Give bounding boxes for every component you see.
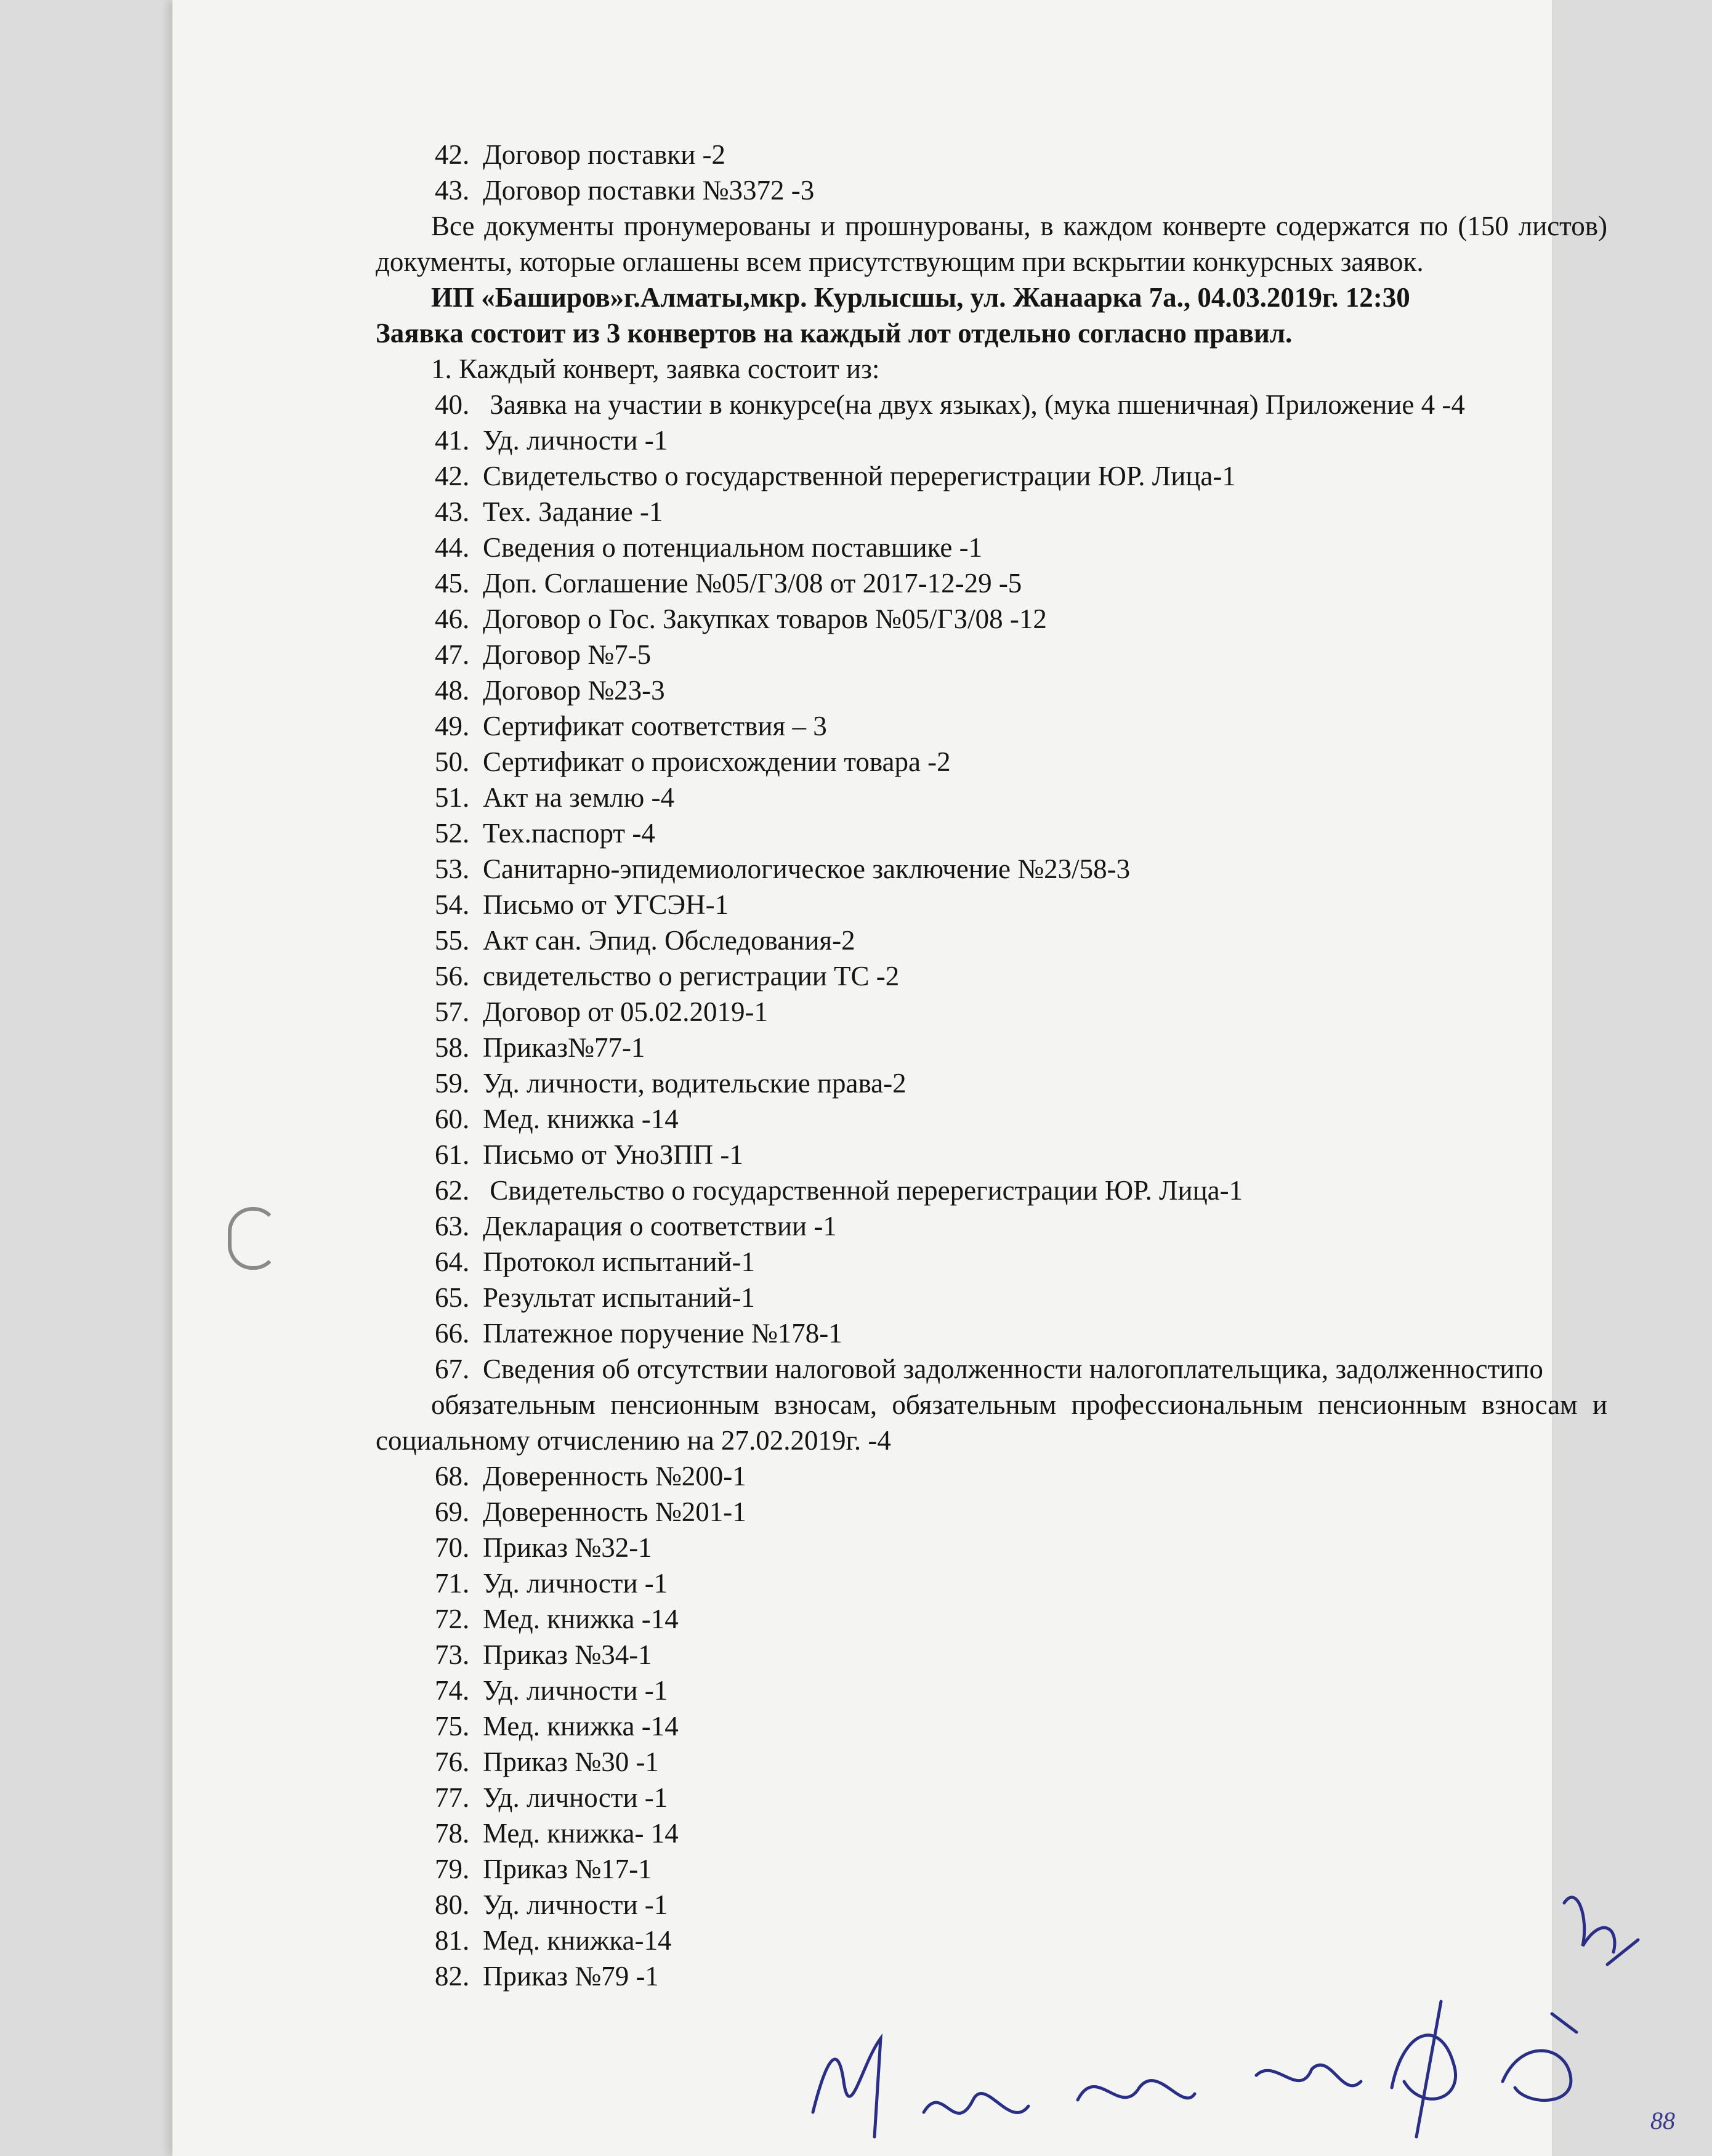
- item-number: 65.: [435, 1282, 470, 1313]
- item-text: Мед. книжка- 14: [483, 1818, 679, 1849]
- list-item: [376, 1173, 1607, 1208]
- item-text: Тех.паспорт -4: [483, 818, 655, 849]
- list-item: [376, 1565, 1607, 1601]
- item-number: 43.: [435, 496, 470, 527]
- list-item: [376, 672, 1607, 708]
- list-item: [376, 1137, 1607, 1173]
- list-item: [376, 637, 1607, 672]
- list-item: [376, 137, 1607, 172]
- list-main: [376, 387, 1607, 1351]
- item-text: Акт на землю -4: [483, 782, 675, 813]
- list-item-67: [376, 1351, 1607, 1458]
- signature-5: [1392, 2001, 1456, 2137]
- document-body: [376, 137, 1607, 1994]
- item-text: Санитарно-эпидемиологическое заключение №23/58-3: [483, 854, 1131, 884]
- item-number: 74.: [435, 1675, 470, 1706]
- list-item: [376, 708, 1607, 744]
- item-number: 82.: [435, 1961, 470, 1992]
- item-text: Сведения о потенциальном поставшике -1: [483, 532, 983, 563]
- item-text: Уд. личности -1: [483, 1568, 668, 1599]
- item-number: 54.: [435, 889, 470, 920]
- list-item: [376, 1601, 1607, 1637]
- item-text: Свидетельство о государственной перерегистрации ЮР. Лица-1: [483, 461, 1236, 491]
- item-text: Заявка на участии в конкурсе(на двух языках), (мука пшеничная) Приложение 4 -4: [483, 389, 1465, 420]
- item-text: Мед. книжка -14: [483, 1104, 679, 1134]
- item-number: 42.: [435, 461, 470, 491]
- item-text: Сертификат соответствия – 3: [483, 711, 827, 741]
- document-page: [172, 0, 1675, 2156]
- signature-4: [1256, 2065, 1361, 2086]
- item-text: Приказ№77-1: [483, 1032, 645, 1063]
- list-item: [376, 565, 1607, 601]
- item-text: Мед. книжка -14: [483, 1711, 679, 1742]
- item-number: 78.: [435, 1818, 470, 1849]
- item-text: свидетельство о регистрации ТС -2: [483, 961, 900, 991]
- item-number: 79.: [435, 1854, 470, 1884]
- item-number: 75.: [435, 1711, 470, 1742]
- item-number: 60.: [435, 1104, 470, 1134]
- signature-3: [1078, 2081, 1195, 2100]
- list-item: [376, 387, 1607, 422]
- item-text: Доверенность №201-1: [483, 1496, 746, 1527]
- item-text: Тех. Задание -1: [483, 496, 663, 527]
- item-text: Договор о Гос. Закупках товаров №05/ГЗ/08 -12: [483, 604, 1047, 634]
- list-item: [376, 1458, 1607, 1494]
- item-text: Приказ №17-1: [483, 1854, 652, 1884]
- list-item: [376, 530, 1607, 565]
- item-text: Уд. личности -1: [483, 1675, 668, 1706]
- item-text: Уд. личности, водительские права-2: [483, 1068, 906, 1099]
- list-item: [376, 887, 1607, 923]
- item-number: 58.: [435, 1032, 470, 1063]
- item-number: 50.: [435, 746, 470, 777]
- item-text: Сертификат о происхождении товара -2: [483, 746, 951, 777]
- list-item: [376, 1065, 1607, 1101]
- list-item: [376, 1030, 1607, 1065]
- list-item: [376, 422, 1607, 458]
- item-number: 76.: [435, 1746, 470, 1777]
- list-item: [376, 1708, 1607, 1744]
- item-number: 64.: [435, 1246, 470, 1277]
- item-text: Мед. книжка-14: [483, 1925, 672, 1956]
- item-text: Уд. личности -1: [483, 1782, 668, 1813]
- item-number: 47.: [435, 639, 470, 670]
- item-number: 57.: [435, 996, 470, 1027]
- item-number: 80.: [435, 1889, 470, 1920]
- item-number: 72.: [435, 1604, 470, 1634]
- item-text: Доверенность №200-1: [483, 1461, 746, 1492]
- item-text: Договор №23-3: [483, 675, 665, 706]
- list-item: [376, 1208, 1607, 1244]
- list-item: [376, 923, 1607, 958]
- item-text: Результат испытаний-1: [483, 1282, 755, 1313]
- item-number: 52.: [435, 818, 470, 849]
- item-text: Договор поставки -2: [483, 139, 726, 170]
- item-number: 53.: [435, 854, 470, 884]
- list-item: [376, 1101, 1607, 1137]
- item-67-continuation: обязательным пенсионным взносам, обязательным профессиональным пенсионным взносам и социальному отчислению на 27.02.2019г. -4: [376, 1389, 1607, 1456]
- item-text: Письмо от УГСЭН-1: [483, 889, 729, 920]
- vendor-subheading: Заявка состоит из 3 конвертов на каждый лот отдельно согласно правил.: [376, 318, 1293, 349]
- item-text: Приказ №30 -1: [483, 1746, 659, 1777]
- signature-6: [1503, 2014, 1577, 2100]
- list-item: [376, 744, 1607, 780]
- item-number: 49.: [435, 711, 470, 741]
- item-text: Мед. книжка -14: [483, 1604, 679, 1634]
- signature-7: [1564, 1897, 1638, 1964]
- list-item: [376, 815, 1607, 851]
- list-item: [376, 1744, 1607, 1780]
- item-number: 68.: [435, 1461, 470, 1492]
- item-text: Приказ №34-1: [483, 1639, 652, 1670]
- list-item: [376, 780, 1607, 815]
- item-number: 66.: [435, 1318, 470, 1349]
- item-number: 62.: [435, 1175, 470, 1206]
- list-item: [376, 1244, 1607, 1280]
- item-text: Договор поставки №3372 -3: [483, 175, 815, 206]
- item-text: Уд. личности -1: [483, 1889, 668, 1920]
- list-item: [376, 1315, 1607, 1351]
- list-item: [376, 601, 1607, 637]
- item-text: Приказ №79 -1: [483, 1961, 659, 1992]
- binding-ring: [228, 1207, 278, 1270]
- list-item: [376, 1530, 1607, 1565]
- item-number: 73.: [435, 1639, 470, 1670]
- item-text: Сведения об отсутствии налоговой задолженности налогоплательщика, задолженностипо: [483, 1354, 1543, 1384]
- list-item: [376, 1494, 1607, 1530]
- item-number: 42.: [435, 139, 470, 170]
- item-text: Свидетельство о государственной перерегистрации ЮР. Лица-1: [483, 1175, 1243, 1206]
- item-number: 61.: [435, 1139, 470, 1170]
- signature-1: [813, 2038, 881, 2137]
- list-item: [376, 1637, 1607, 1673]
- item-text: Доп. Соглашение №05/ГЗ/08 от 2017-12-29 -5: [483, 568, 1022, 599]
- item-number: 77.: [435, 1782, 470, 1813]
- item-number: 71.: [435, 1568, 470, 1599]
- item-number: 45.: [435, 568, 470, 599]
- item-number: 43.: [435, 175, 470, 206]
- list-item: [376, 1673, 1607, 1708]
- list-item: [376, 458, 1607, 494]
- list-item: [376, 1780, 1607, 1815]
- item-number: 51.: [435, 782, 470, 813]
- item-text: Уд. личности -1: [483, 425, 668, 456]
- item-number: 44.: [435, 532, 470, 563]
- list-item: [376, 1280, 1607, 1315]
- envelope-intro: 1. Каждый конверт, заявка состоит из:: [431, 353, 880, 384]
- item-number: 46.: [435, 604, 470, 634]
- item-number: 41.: [435, 425, 470, 456]
- item-number: 67.: [435, 1354, 470, 1384]
- item-text: Письмо от УноЗПП -1: [483, 1139, 743, 1170]
- list-item: [376, 1815, 1607, 1851]
- paragraph-documents-statement: Все документы пронумерованы и прошнурованы, в каждом конверте содержатся по (150 листов) документы, которые оглашены всем присутствующим при вскрытии конкурсных заявок.: [376, 211, 1607, 277]
- item-number: 59.: [435, 1068, 470, 1099]
- item-number: 63.: [435, 1211, 470, 1242]
- item-text: Приказ №32-1: [483, 1532, 652, 1563]
- list-item: [376, 851, 1607, 887]
- item-text: Платежное поручение №178-1: [483, 1318, 842, 1349]
- item-number: 81.: [435, 1925, 470, 1956]
- page-number: 88: [1650, 2107, 1675, 2134]
- item-number: 40.: [435, 389, 470, 420]
- list-item: [376, 958, 1607, 994]
- item-text: Договор от 05.02.2019-1: [483, 996, 769, 1027]
- list-item: [376, 172, 1607, 208]
- item-text: Декларация о соответствии -1: [483, 1211, 837, 1242]
- vendor-heading: ИП «Баширов»г.Алматы,мкр. Курлысшы, ул. Жанаарка 7а., 04.03.2019г. 12:30: [431, 282, 1410, 313]
- signatures: [788, 1878, 1712, 2149]
- item-number: 69.: [435, 1496, 470, 1527]
- list-item: [376, 994, 1607, 1030]
- item-text: Договор №7-5: [483, 639, 652, 670]
- item-number: 70.: [435, 1532, 470, 1563]
- item-text: Акт сан. Эпид. Обследования-2: [483, 925, 855, 956]
- item-text: Протокол испытаний-1: [483, 1246, 755, 1277]
- signature-2: [924, 2093, 1028, 2113]
- list-item: [376, 494, 1607, 530]
- list-top: [376, 137, 1607, 208]
- item-number: 56.: [435, 961, 470, 991]
- item-number: 55.: [435, 925, 470, 956]
- item-number: 48.: [435, 675, 470, 706]
